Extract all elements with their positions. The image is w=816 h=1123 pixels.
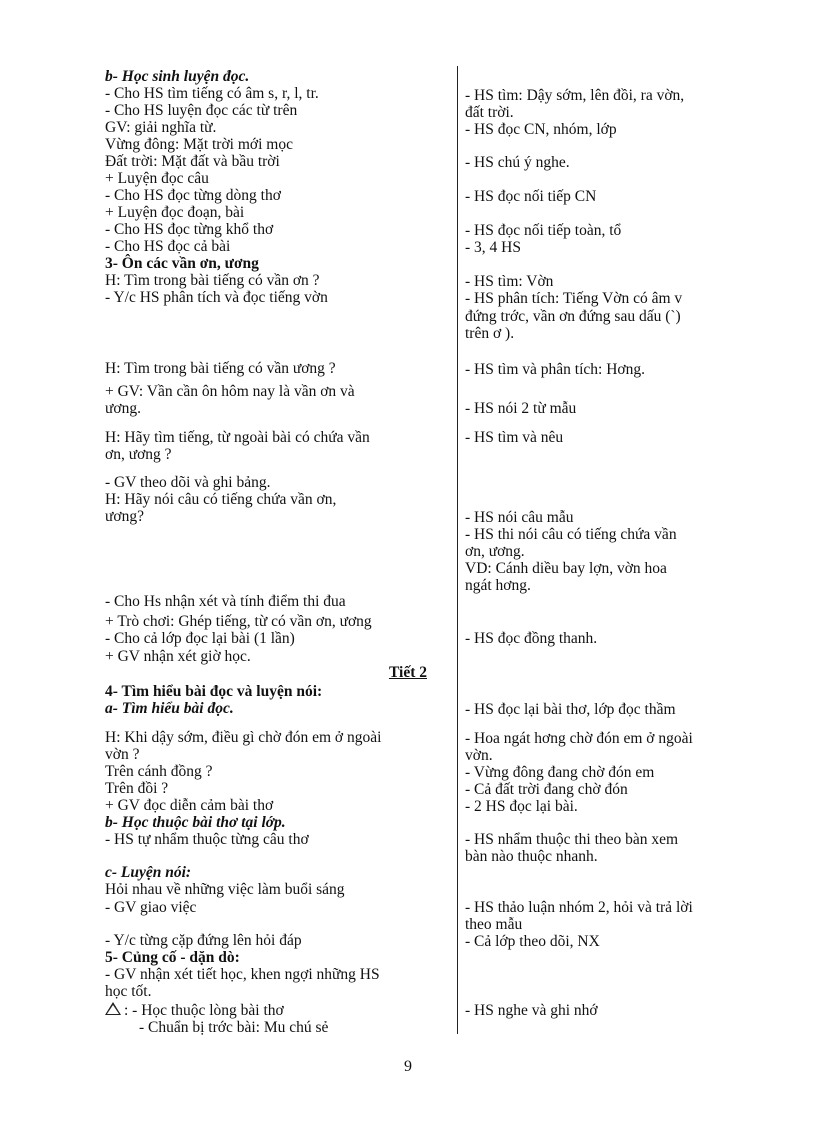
right-line: ngát hơng. — [465, 577, 531, 594]
left-line: - Chuẩn bị trớc bài: Mu chú sẻ — [139, 1019, 329, 1036]
left-line: Trên cánh đồng ? — [105, 763, 213, 780]
right-line: - HS đọc nối tiếp toàn, tổ — [465, 222, 622, 239]
left-line: + GV nhận xét giờ học. — [105, 648, 251, 665]
right-line: - 2 HS đọc lại bài. — [465, 798, 578, 815]
heading-c-speaking: c- Luyện nói: — [105, 864, 192, 881]
right-line: - HS tìm và phân tích: Hơng. — [465, 361, 645, 378]
right-line: trên ơ ). — [465, 325, 515, 342]
left-line: ương? — [105, 508, 144, 525]
right-line: - HS tìm: Dậy sớm, lên đồi, ra vờn, — [465, 87, 685, 104]
left-line: - HS tự nhẩm thuộc từng câu thơ — [105, 831, 309, 848]
homework-line — [105, 1002, 284, 1019]
right-line: - HS đọc CN, nhóm, lớp — [465, 121, 617, 138]
heading-3-review: 3- Ôn các vần ơn, ương — [105, 255, 259, 272]
triangle-icon — [105, 1002, 121, 1015]
right-line: VD: Cánh diều bay lợn, vờn hoa — [465, 560, 667, 577]
right-line: - 3, 4 HS — [465, 239, 521, 256]
page-number: 9 — [404, 1058, 412, 1075]
left-line: H: Hãy nói câu có tiếng chứa vần ơn, — [105, 491, 337, 508]
heading-b-memorize: b- Học thuộc bài thơ tại lớp. — [105, 814, 286, 831]
right-line: - HS chú ý nghe. — [465, 154, 570, 171]
left-line: H: Hãy tìm tiếng, từ ngoài bài có chứa vần — [105, 429, 370, 446]
right-line: vờn. — [465, 747, 493, 764]
right-line: - HS đọc lại bài thơ, lớp đọc thầm — [465, 701, 676, 718]
left-line: ương. — [105, 400, 141, 417]
column-divider — [457, 66, 458, 1034]
right-line: - HS nghe và ghi nhớ — [465, 1002, 598, 1019]
right-line: - Hoa ngát hơng chờ đón em ở ngoài — [465, 730, 693, 747]
left-line: H: Tìm trong bài tiếng có vần ơn ? — [105, 272, 320, 289]
homework-text: : - Học thuộc lòng bài thơ — [124, 1002, 284, 1019]
heading-5-consolidation: 5- Củng cố - dặn dò: — [105, 949, 240, 966]
left-line: + GV: Vần cần ôn hôm nay là vần ơn và — [105, 383, 355, 400]
right-line: - HS tìm: Vờn — [465, 273, 554, 290]
left-line: + Luyện đọc đoạn, bài — [105, 204, 245, 221]
heading-4-explore: 4- Tìm hiểu bài đọc và luyện nói: — [105, 683, 323, 700]
left-line: - Cho cả lớp đọc lại bài (1 lần) — [105, 630, 295, 647]
right-line: - HS tìm và nêu — [465, 429, 564, 446]
left-line: H: Tìm trong bài tiếng có vần ương ? — [105, 360, 336, 377]
left-line: - Cho HS đọc từng dòng thơ — [105, 187, 281, 204]
left-line: ơn, ương ? — [105, 446, 172, 463]
right-line: - HS thảo luận nhóm 2, hỏi và trả lời — [465, 899, 693, 916]
right-line: đứng trớc, vần ơn đứng sau dấu (`) — [465, 308, 681, 325]
right-line: bàn nào thuộc nhanh. — [465, 848, 598, 865]
left-line: - Cho Hs nhận xét và tính điểm thi đua — [105, 593, 346, 610]
right-line: đất trời. — [465, 104, 514, 121]
right-line: - HS thi nói câu có tiếng chứa vần — [465, 526, 677, 543]
right-line: - HS nói câu mẫu — [465, 509, 574, 526]
left-line: H: Khi dậy sớm, điều gì chờ đón em ở ngoài — [105, 729, 382, 746]
right-line: - Vừng đông đang chờ đón em — [465, 764, 655, 781]
left-line: - Cho HS đọc từng khổ thơ — [105, 221, 274, 238]
left-line: + Trò chơi: Ghép tiếng, từ có vần ơn, ương — [105, 613, 372, 630]
left-line: - GV giao việc — [105, 899, 197, 916]
right-line: theo mẫu — [465, 916, 523, 933]
left-line: - Y/c từng cặp đứng lên hỏi đáp — [105, 932, 302, 949]
left-line: Đất trời: Mặt đất và bầu trời — [105, 153, 280, 170]
right-line: - HS nhẩm thuộc thi theo bàn xem — [465, 831, 679, 848]
left-line: Trên đồi ? — [105, 780, 169, 797]
right-line: - HS đọc đồng thanh. — [465, 630, 598, 647]
heading-b-reading: b- Học sinh luyện đọc. — [105, 68, 250, 85]
right-line: ơn, ương. — [465, 543, 525, 560]
left-line: + GV đọc diễn cảm bài thơ — [105, 797, 274, 814]
right-line: - Cả đất trời đang chờ đón — [465, 781, 628, 798]
left-line: + Luyện đọc câu — [105, 170, 209, 187]
left-line: - Cho HS tìm tiếng có âm s, r, l, tr. — [105, 85, 319, 102]
left-line: Vừng đông: Mặt trời mới mọc — [105, 136, 293, 153]
right-line: - HS đọc nối tiếp CN — [465, 188, 597, 205]
left-line: Hỏi nhau về những việc làm buổi sáng — [105, 881, 345, 898]
left-line: - Y/c HS phân tích và đọc tiếng vờn — [105, 289, 328, 306]
left-line: vờn ? — [105, 746, 140, 763]
left-line: học tốt. — [105, 983, 152, 1000]
left-line: GV: giải nghĩa từ. — [105, 119, 217, 136]
left-line: - GV theo dõi và ghi bảng. — [105, 474, 271, 491]
left-line: - GV nhận xét tiết học, khen ngợi những HS — [105, 966, 380, 983]
left-line: - Cho HS đọc cả bài — [105, 238, 231, 255]
heading-a-explore: a- Tìm hiểu bài đọc. — [105, 700, 234, 717]
right-line: - HS nói 2 từ mẫu — [465, 400, 577, 417]
left-line: - Cho HS luyện đọc các từ trên — [105, 102, 298, 119]
section-title-tiet-2: Tiết 2 — [388, 664, 428, 681]
right-line: - Cả lớp theo dõi, NX — [465, 933, 600, 950]
right-line: - HS phân tích: Tiếng Vờn có âm v — [465, 290, 683, 307]
